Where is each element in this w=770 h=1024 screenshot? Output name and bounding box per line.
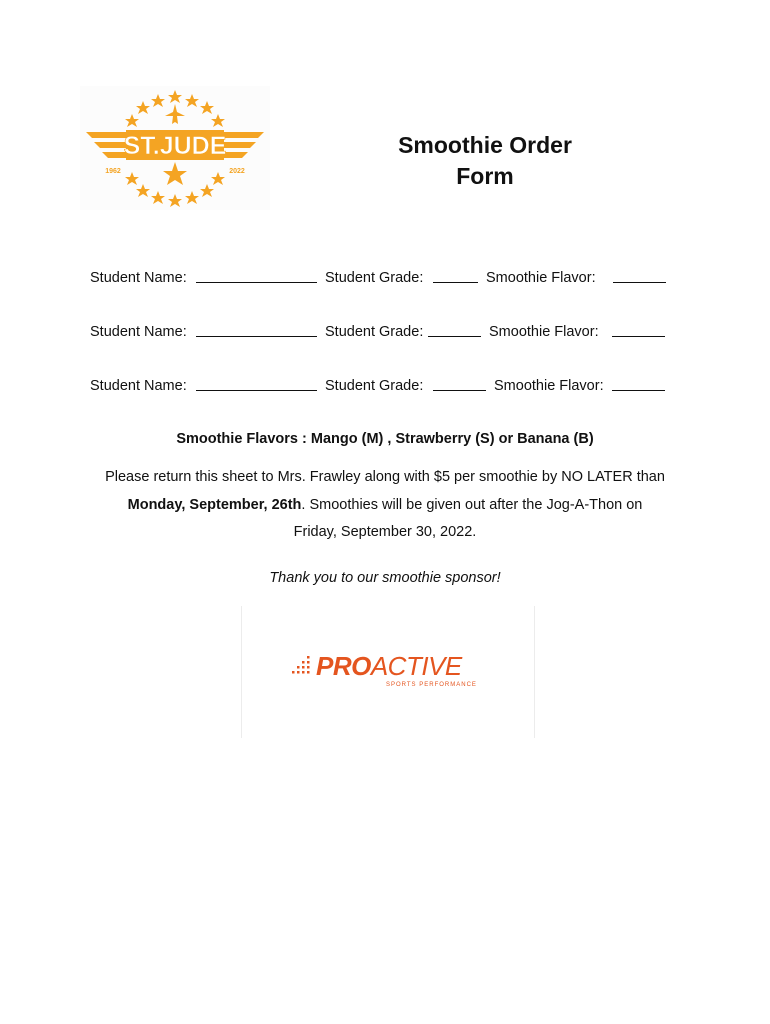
smoothie-flavor-label: Smoothie Flavor: xyxy=(494,378,604,394)
title-line-1: Smoothie Order xyxy=(398,132,572,158)
sponsor-name-bold: PRO xyxy=(316,651,371,681)
instructions-line-2 xyxy=(0,497,770,513)
st-jude-logo xyxy=(80,86,270,210)
order-row xyxy=(90,376,680,396)
sponsor-thanks-text: Thank you to our smoothie sponsor! xyxy=(269,570,501,586)
student-name-field[interactable] xyxy=(196,322,317,337)
logo-year-right: 2022 xyxy=(229,168,245,175)
speed-dots-icon xyxy=(290,653,314,677)
title-line-2: Form xyxy=(456,163,514,189)
smoothie-flavors-text: Smoothie Flavors : Mango (M) , Strawberry (S) or Banana (B) xyxy=(176,431,594,447)
st-jude-emblem-icon xyxy=(80,86,270,210)
deadline-date: Monday, September, 26th xyxy=(127,497,302,513)
sponsor-name xyxy=(316,651,462,681)
sponsor-logo-box xyxy=(241,606,535,738)
student-name-field[interactable] xyxy=(196,268,317,283)
proactive-logo xyxy=(290,651,490,695)
instructions-line-2-rest: . Smoothies will be given out after the Jog-A-Thon on xyxy=(301,497,643,513)
student-grade-label: Student Grade: xyxy=(325,324,424,340)
smoothie-flavor-label: Smoothie Flavor: xyxy=(489,324,599,340)
student-name-label: Student Name: xyxy=(90,324,187,340)
sponsor-name-rest: ACTIVE xyxy=(370,651,462,681)
logo-year-left: 1962 xyxy=(105,168,121,175)
student-grade-label: Student Grade: xyxy=(325,378,424,394)
student-grade-field[interactable] xyxy=(433,268,478,283)
instructions-line-3: Friday, September 30, 2022. xyxy=(293,524,477,540)
instructions-line-1: Please return this sheet to Mrs. Frawley along with $5 per smoothie by NO LATER than xyxy=(105,469,665,485)
student-grade-label: Student Grade: xyxy=(325,270,424,286)
student-name-label: Student Name: xyxy=(90,378,187,394)
order-row xyxy=(90,322,680,342)
student-name-label: Student Name: xyxy=(90,270,187,286)
order-row xyxy=(90,268,680,288)
sponsor-tagline: SPORTS PERFORMANCE xyxy=(386,682,477,688)
student-grade-field[interactable] xyxy=(428,322,481,337)
student-grade-field[interactable] xyxy=(433,376,486,391)
smoothie-flavor-label: Smoothie Flavor: xyxy=(486,270,596,286)
smoothie-flavor-field[interactable] xyxy=(612,322,665,337)
student-name-field[interactable] xyxy=(196,376,317,391)
page-title xyxy=(380,130,590,192)
logo-text: ST.JUDE xyxy=(123,132,227,160)
smoothie-flavor-field[interactable] xyxy=(612,376,665,391)
smoothie-flavor-field[interactable] xyxy=(613,268,666,283)
